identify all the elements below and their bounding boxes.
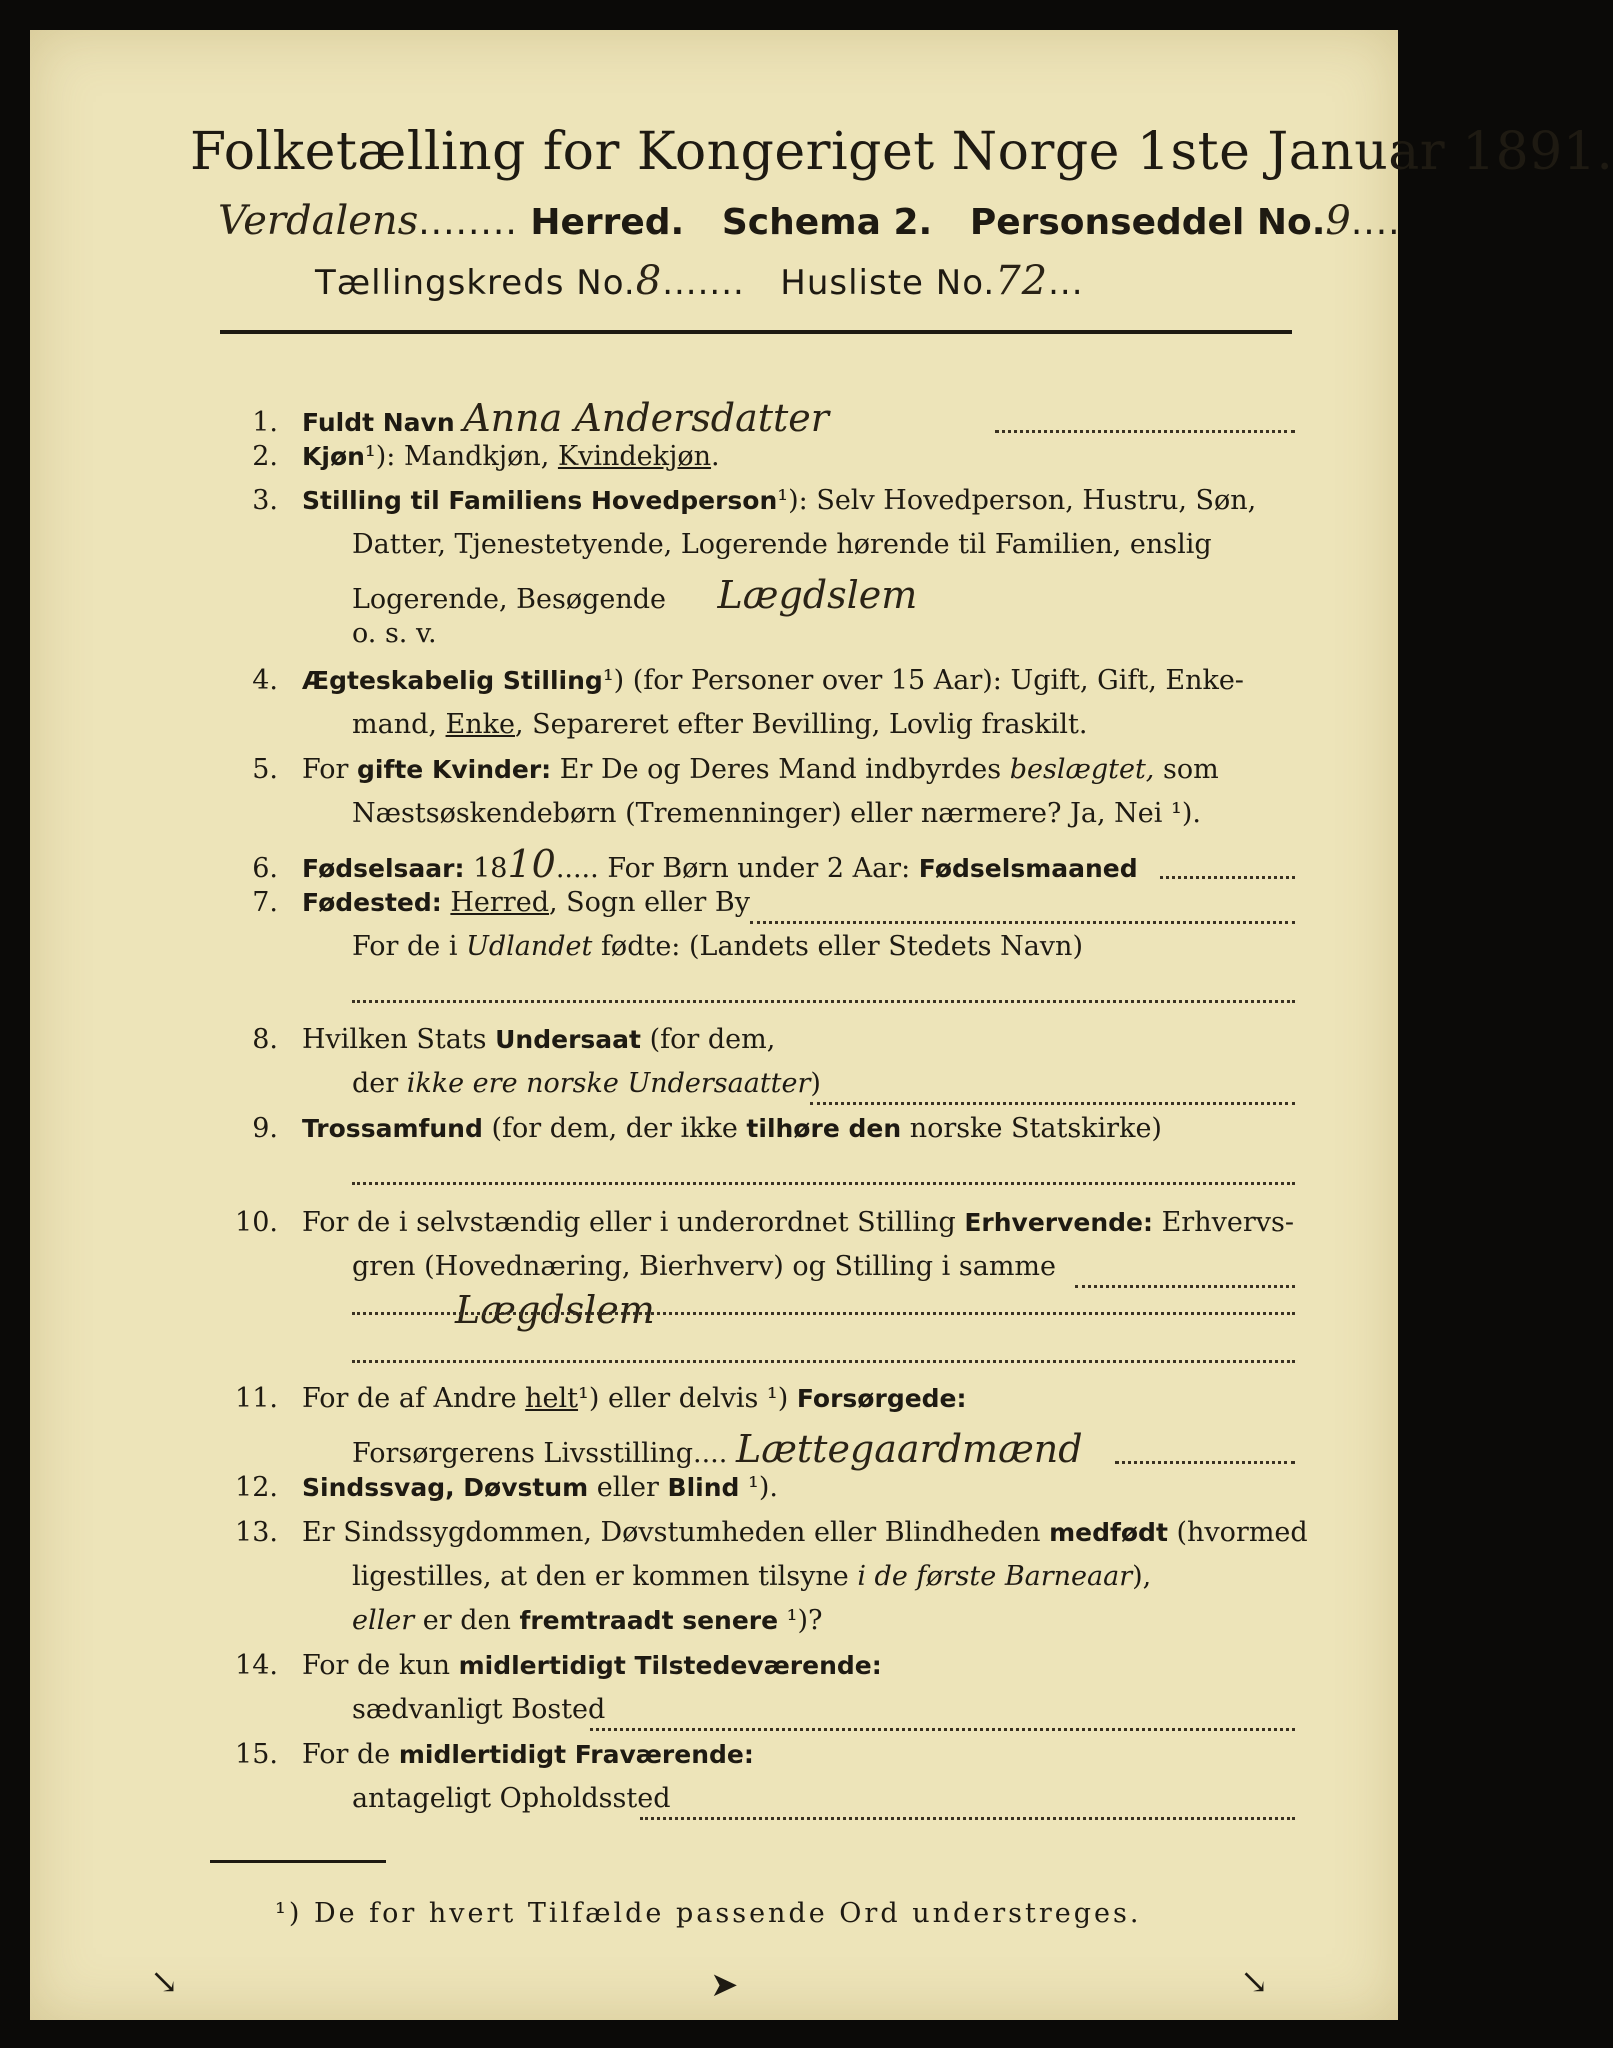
q12-disability: 12. Sindssvag, Døvstum eller Blind ¹). — [235, 1472, 778, 1503]
q1-label: Fuldt Navn — [302, 408, 455, 437]
q4-marital-status: 4. Ægteskabelig Stilling¹) (for Personer over 15 Aar): Ugift, Gift, Enke- — [252, 665, 1244, 696]
q8-citizenship: 8. Hvilken Stats Undersaat (for dem, — [252, 1024, 776, 1055]
q4-enke-underlined: Enke — [445, 709, 515, 740]
census-form-sheet: Folketælling for Kongeriget Norge 1ste Januar 1891. Verdalens........ Herred. Schema 2. Personseddel No.9.... Tællingskreds No.8....... Husliste No.72... 1. Fuldt Navn Anna Andersdatter 2. Kjøn¹): Mandkjøn, Kvindekjøn. 3. Stilling til Familiens Hovedperson¹): Selv Hovedperson, Hustru, Søn, Datter, Tjenestetyende, Logerende hørende til Familien, enslig Logerende, Besøgende Lægdslem o. s. v. 4. Ægteskabelig Stilling¹) (for Personer over 15 Aar): Ugift, Gift, Enke- mand, Enke, Separeret efter Bevilling, Lovlig fraskilt. 5. For gifte Kvinder: Er De og Deres Mand indbyrdes beslægtet, som Næstsøskendebørn (Tremenninger) eller nærmere? Ja, Nei ¹). 6. Fødselsaar: 1810..... For Børn under 2 Aar: Fødselsmaaned 7. Fødested: Herred, Sogn eller By For de i Udlandet fødte: (Landets eller Stedets Navn) 8. Hvilken Stats Undersaat (for dem, der ikke ere norske Undersaatter) 9. Trossamfund (for dem, der ikke tilhøre den norske Statskirke) 10. For de i selvstændig eller i underordnet Stilling Erhvervende: Erhvervs- gren (Hovednæring, Bierhverv) og Stilling i samme Lægdslem 11. For de af Andre helt¹) eller delvis ¹) Forsørgede: Forsørgerens Livsstilling.... Lættegaardmænd 12. Sindssvag, Døvstum eller Blind ¹). 13. Er Sindssygdommen, Døvstumheden eller Blindheden medfødt (hvormed ligestilles, at den er kommen tilsyne i de første Barneaar), eller er den fremtraadt senere ¹)? 14. For de kun midlertidigt Tilstedeværende: sædvanligt Bosted 15. For de midlertidigt Fraværende: antageligt Opholdssted ¹) De for hvert Tilfælde passende Ord understreges. ↘ ➤ ↘ — [30, 30, 1398, 2020]
q7-birthplace: 7. Fødested: Herred, Sogn eller By — [252, 887, 750, 918]
kreds-row: Tællingskreds No.8....... Husliste No.72... — [315, 258, 1084, 304]
q11-helt-underlined: helt — [525, 1383, 579, 1414]
corner-mark-right: ↘ — [1240, 1962, 1269, 2002]
footnote-rule — [210, 1860, 386, 1863]
q15-temporary-absent: 15. For de midlertidigt Fraværende: — [235, 1739, 754, 1770]
form-title: Folketælling for Kongeriget Norge 1ste Januar 1891. — [190, 122, 1613, 182]
q3-family-position: 3. Stilling til Familiens Hovedperson¹): Selv Hovedperson, Hustru, Søn, — [252, 485, 1257, 516]
q2-gender: 2. Kjøn¹): Mandkjøn, Kvindekjøn. — [252, 441, 720, 472]
kreds-number-handwritten: 8 — [635, 258, 663, 304]
q9-religion: 9. Trossamfund (for dem, der ikke tilhøre den norske Statskirke) — [252, 1113, 1162, 1144]
herred-row: Verdalens........ Herred. Schema 2. Personseddel No.9.... — [218, 198, 1401, 244]
corner-mark-left: ↘ — [150, 1962, 179, 2002]
q6-year-handwritten: 10 — [507, 842, 556, 886]
q1-name-handwritten: Anna Andersdatter — [463, 396, 829, 440]
q5-married-women: 5. For gifte Kvinder: Er De og Deres Mand indbyrdes beslægtet, som — [252, 754, 1219, 785]
q2-kvindekjon-underlined: Kvindekjøn — [557, 441, 712, 472]
q1-full-name: 1. Fuldt Navn Anna Andersdatter — [252, 396, 829, 440]
q1-dot-leader — [995, 430, 1295, 433]
kreds-label: Tællingskreds No. — [315, 263, 636, 303]
personseddel-number-handwritten: 9 — [1325, 198, 1351, 244]
personseddel-label: Personseddel No. — [969, 202, 1326, 243]
husliste-label: Husliste No. — [780, 263, 996, 303]
header-rule — [220, 330, 1292, 334]
q11-provider-handwritten: Lættegaardmænd — [735, 1427, 1083, 1471]
herred-name-handwritten: Verdalens — [218, 198, 419, 244]
q7-herred-underlined: Herred — [450, 887, 549, 918]
q6-birth-year: 6. Fødselsaar: 1810..... For Børn under 2 Aar: Fødselsmaaned — [252, 842, 1138, 886]
center-mark: ➤ — [710, 1965, 739, 2005]
herred-label: Herred. — [530, 202, 685, 243]
q10-occupation: 10. For de i selvstændig eller i underordnet Stilling Erhvervende: Erhvervs- — [235, 1207, 1294, 1238]
q13-congenital: 13. Er Sindssygdommen, Døvstumheden eller Blindheden medfødt (hvormed — [235, 1517, 1308, 1548]
q11-dependents: 11. For de af Andre helt¹) eller delvis ¹) Forsørgede: — [235, 1383, 967, 1414]
schema-label: Schema 2. — [721, 202, 933, 243]
footnote: ¹) De for hvert Tilfælde passende Ord understreges. — [275, 1898, 1142, 1929]
q3-position-handwritten: Lægdslem — [717, 573, 918, 617]
q14-temporary-present: 14. For de kun midlertidigt Tilstedeværende: — [235, 1650, 882, 1681]
husliste-number-handwritten: 72 — [995, 258, 1049, 304]
dot-leader: ........ — [418, 202, 518, 243]
q10-occupation-handwritten: Lægdslem — [455, 1288, 655, 1332]
